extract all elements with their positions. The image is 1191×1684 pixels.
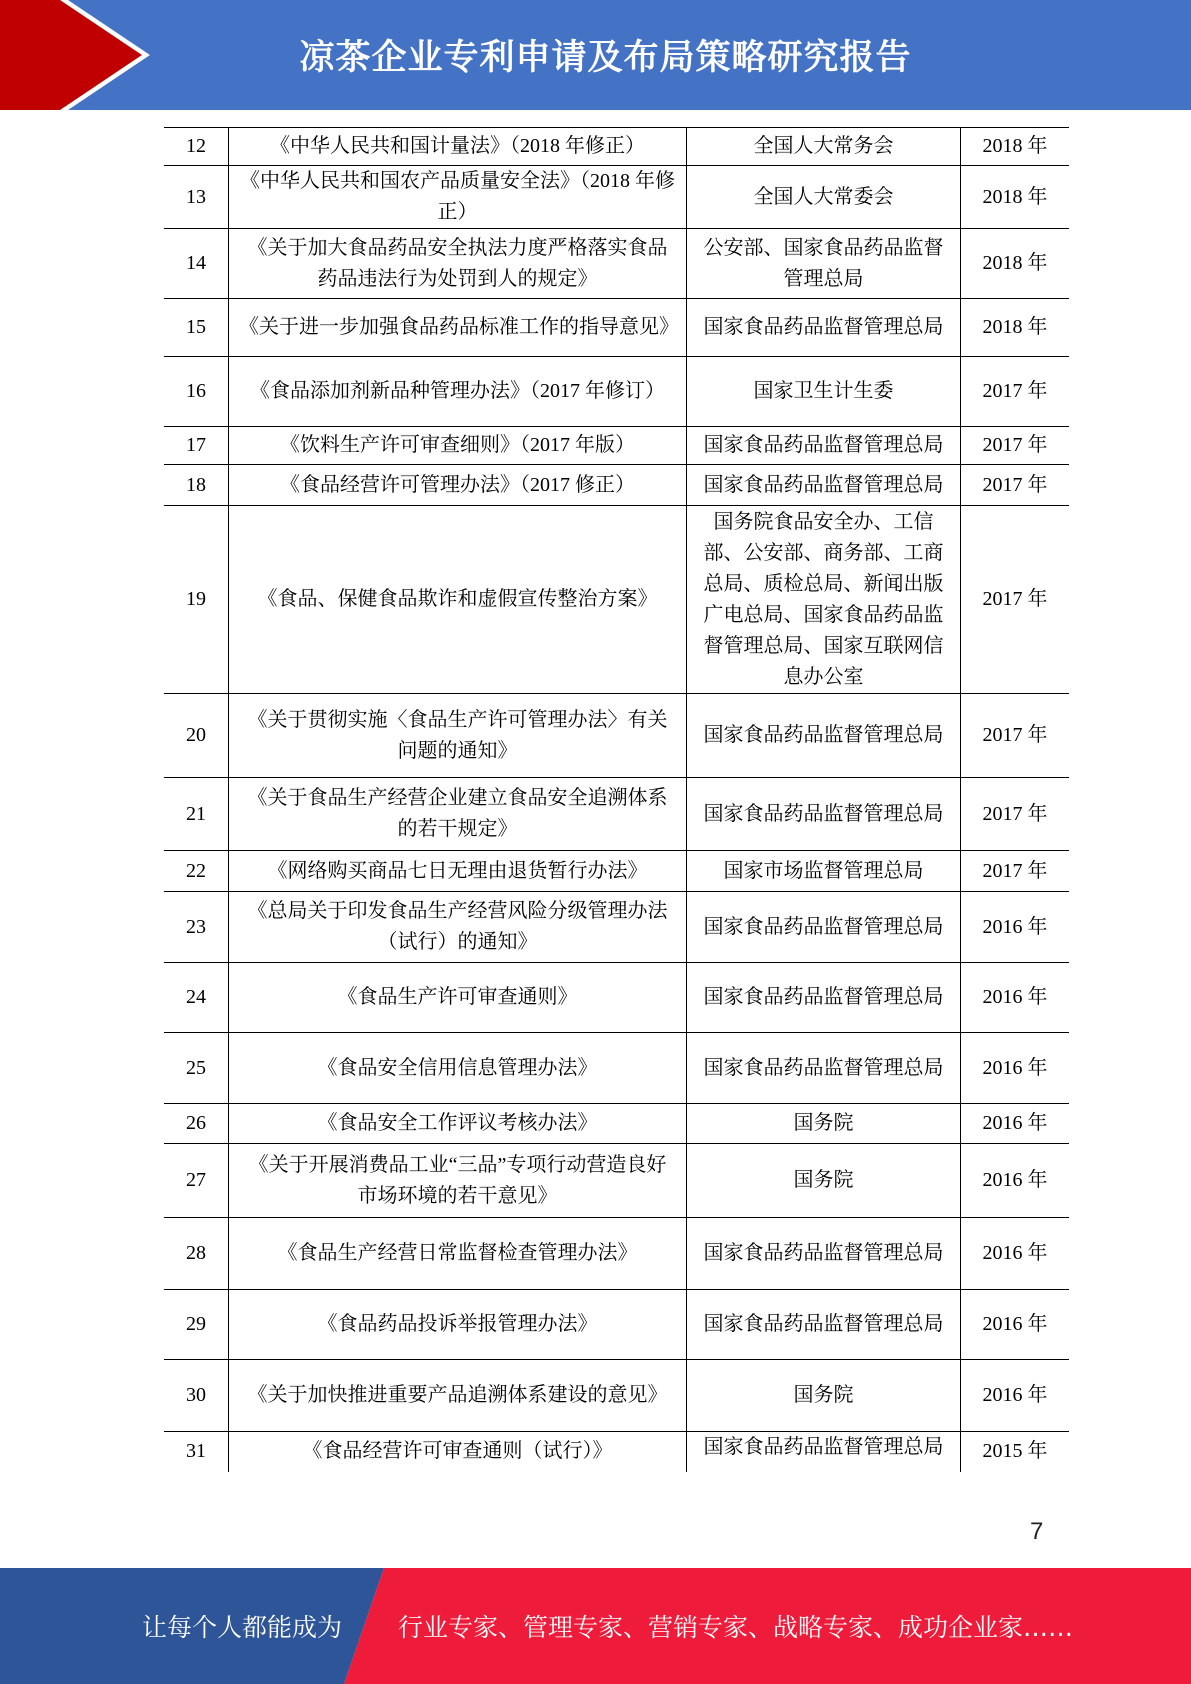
row-number-text: 24 xyxy=(186,986,206,1008)
issue-year xyxy=(961,851,1070,892)
table-row xyxy=(164,166,1069,229)
issuing-agency-text: 全国人大常务会 xyxy=(753,135,894,157)
row-number-text: 18 xyxy=(186,473,206,496)
issue-year-text: 2016 年 xyxy=(982,1056,1048,1079)
issuing-agency-text: 国家食品药品监督管理总局 xyxy=(703,724,944,746)
row-number-text: 25 xyxy=(186,1056,206,1079)
table-row xyxy=(164,506,1069,694)
row-number-text: 15 xyxy=(186,316,206,338)
issue-year xyxy=(961,694,1070,778)
issuing-agency-text: 国家食品药品监督管理总局 xyxy=(703,434,944,456)
issuing-agency-text: 国家食品药品监督管理总局 xyxy=(703,1313,944,1335)
issue-year-text: 2016 年 xyxy=(982,1112,1048,1134)
issue-year xyxy=(961,1033,1070,1104)
row-number-text: 29 xyxy=(186,1313,206,1335)
regulation-name xyxy=(229,465,687,506)
issue-year-text: 2016 年 xyxy=(982,1313,1048,1335)
issue-year xyxy=(961,1104,1070,1144)
row-number-text: 28 xyxy=(186,1242,206,1264)
regulation-name xyxy=(229,694,687,778)
issuing-agency xyxy=(687,506,961,694)
regulation-name-text: 《关于加大食品药品安全执法力度严格落实食品药品违法行为处罚到人的规定》 xyxy=(247,236,668,290)
footer-slogan-left: 让每个人都能成为 xyxy=(142,1613,343,1642)
issue-year-text: 2015 年 xyxy=(982,1440,1048,1463)
row-number xyxy=(164,357,229,427)
row-number-text: 19 xyxy=(186,588,206,610)
table-row xyxy=(164,1144,1069,1218)
row-number-text: 12 xyxy=(186,135,206,157)
regulation-name xyxy=(229,427,687,465)
regulation-name xyxy=(229,1104,687,1144)
row-number xyxy=(164,166,229,229)
regulation-name-text: 《食品药品投诉举报管理办法》 xyxy=(317,1313,598,1335)
table-row xyxy=(164,1360,1069,1432)
row-number xyxy=(164,694,229,778)
table-row xyxy=(164,1104,1069,1144)
regulation-name xyxy=(229,1144,687,1218)
issuing-agency xyxy=(687,1290,961,1360)
issue-year-text: 2016 年 xyxy=(982,986,1048,1008)
issuing-agency-text: 国务院 xyxy=(793,1112,854,1134)
issuing-agency-text: 国务院食品安全办、工信部、公安部、商务部、工商总局、质检总局、新闻出版广电总局、国家食品药品监督管理总局、国家互联网信息办公室 xyxy=(703,510,944,688)
row-number xyxy=(164,465,229,506)
issuing-agency xyxy=(687,128,961,166)
header-title: 凉茶企业专利申请及布局策略研究报告 xyxy=(299,38,912,78)
issue-year-text: 2018 年 xyxy=(982,185,1048,208)
issuing-agency-text: 公安部、国家食品药品监督管理总局 xyxy=(703,236,944,290)
regulation-name xyxy=(229,1218,687,1290)
table-row xyxy=(164,229,1069,299)
regulation-name-text: 《关于食品生产经营企业建立食品安全追溯体系的若干规定》 xyxy=(247,787,668,840)
regulation-name xyxy=(229,1360,687,1432)
issuing-agency xyxy=(687,299,961,357)
regulation-name xyxy=(229,166,687,229)
row-number xyxy=(164,1104,229,1144)
issuing-agency xyxy=(687,427,961,465)
issuing-agency xyxy=(687,166,961,229)
row-number-text: 17 xyxy=(186,434,206,456)
issuing-agency xyxy=(687,357,961,427)
table-row xyxy=(164,357,1069,427)
issue-year-text: 2017 年 xyxy=(982,588,1048,610)
page-number: 7 xyxy=(1030,1518,1044,1545)
issuing-agency xyxy=(687,465,961,506)
regulation-name-text: 《食品添加剂新品种管理办法》（2017 年修订） xyxy=(250,380,665,402)
issuing-agency-text: 国务院 xyxy=(793,1169,854,1191)
row-number-text: 23 xyxy=(186,915,206,938)
issuing-agency xyxy=(687,694,961,778)
page-footer xyxy=(0,1568,1191,1684)
table-row xyxy=(164,851,1069,892)
issue-year-text: 2016 年 xyxy=(982,1169,1048,1191)
issuing-agency xyxy=(687,1432,961,1472)
issue-year xyxy=(961,506,1070,694)
regulation-name-text: 《食品生产经营日常监督检查管理办法》 xyxy=(277,1242,638,1264)
table-row xyxy=(164,427,1069,465)
regulation-name-text: 《关于贯彻实施〈食品生产许可管理办法〉有关问题的通知》 xyxy=(247,708,668,762)
row-number xyxy=(164,851,229,892)
row-number xyxy=(164,892,229,963)
issuing-agency xyxy=(687,778,961,851)
regulation-name xyxy=(229,299,687,357)
regulation-name-text: 《总局关于印发食品生产经营风险分级管理办法（试行）的通知》 xyxy=(247,900,668,953)
row-number xyxy=(164,427,229,465)
issuing-agency xyxy=(687,1104,961,1144)
issuing-agency-text: 国家食品药品监督管理总局 xyxy=(703,802,944,825)
table-row xyxy=(164,465,1069,506)
row-number-text: 20 xyxy=(186,724,206,746)
regulation-name xyxy=(229,851,687,892)
row-number xyxy=(164,299,229,357)
regulation-name-text: 《食品安全工作评议考核办法》 xyxy=(317,1112,598,1134)
page-header xyxy=(0,0,1191,110)
issue-year xyxy=(961,166,1070,229)
issue-year xyxy=(961,963,1070,1033)
row-number-text: 21 xyxy=(186,802,206,825)
table-row xyxy=(164,892,1069,963)
regulation-name xyxy=(229,506,687,694)
regulation-name xyxy=(229,1432,687,1472)
issue-year xyxy=(961,1144,1070,1218)
issuing-agency xyxy=(687,851,961,892)
issue-year-text: 2017 年 xyxy=(982,724,1048,746)
regulation-name xyxy=(229,892,687,963)
issue-year xyxy=(961,357,1070,427)
issuing-agency-text: 国家食品药品监督管理总局 xyxy=(703,1242,944,1264)
issue-year-text: 2017 年 xyxy=(982,802,1048,825)
issuing-agency-text: 国家市场监督管理总局 xyxy=(723,859,924,882)
issue-year xyxy=(961,778,1070,851)
issue-year-text: 2017 年 xyxy=(982,380,1048,402)
row-number-text: 27 xyxy=(186,1169,206,1191)
table-row xyxy=(164,128,1069,166)
issuing-agency-text: 国家食品药品监督管理总局 xyxy=(703,473,944,496)
issuing-agency xyxy=(687,1144,961,1218)
row-number xyxy=(164,1432,229,1472)
regulation-name-text: 《中华人民共和国农产品质量安全法》（2018 年修正） xyxy=(240,170,675,223)
issue-year xyxy=(961,1360,1070,1432)
issuing-agency-text: 国家食品药品监督管理总局 xyxy=(703,1056,944,1079)
issue-year-text: 2018 年 xyxy=(982,316,1048,338)
row-number xyxy=(164,1218,229,1290)
regulation-name-text: 《网络购买商品七日无理由退货暂行办法》 xyxy=(267,859,648,882)
regulation-name-text: 《关于开展消费品工业“三品”专项行动营造良好市场环境的若干意见》 xyxy=(248,1153,667,1207)
table-row xyxy=(164,1432,1069,1472)
regulation-name-text: 《关于加快推进重要产品追溯体系建设的意见》 xyxy=(247,1384,668,1406)
row-number-text: 22 xyxy=(186,859,206,882)
issue-year-text: 2018 年 xyxy=(982,252,1048,274)
row-number-text: 31 xyxy=(186,1440,206,1463)
regulation-name xyxy=(229,229,687,299)
issue-year xyxy=(961,427,1070,465)
row-number xyxy=(164,963,229,1033)
regulation-name-text: 《食品生产许可审查通则》 xyxy=(337,986,578,1008)
issue-year xyxy=(961,892,1070,963)
issue-year xyxy=(961,1290,1070,1360)
footer-slogan-right: 行业专家、管理专家、营销专家、战略专家、成功企业家…… xyxy=(398,1613,1074,1642)
issue-year-text: 2018 年 xyxy=(982,135,1048,157)
row-number-text: 16 xyxy=(186,380,206,402)
issuing-agency xyxy=(687,1360,961,1432)
row-number xyxy=(164,1144,229,1218)
issue-year xyxy=(961,229,1070,299)
regulation-name-text: 《中华人民共和国计量法》（2018 年修正） xyxy=(270,135,645,157)
table-row xyxy=(164,1218,1069,1290)
issuing-agency-text: 国家食品药品监督管理总局 xyxy=(703,986,944,1008)
issuing-agency xyxy=(687,229,961,299)
regulation-name-text: 《食品安全信用信息管理办法》 xyxy=(317,1056,598,1079)
table-row xyxy=(164,778,1069,851)
regulation-name-text: 《食品、保健食品欺诈和虚假宣传整治方案》 xyxy=(257,588,658,610)
row-number xyxy=(164,1033,229,1104)
issue-year xyxy=(961,465,1070,506)
issue-year xyxy=(961,128,1070,166)
issuing-agency xyxy=(687,892,961,963)
regulation-name xyxy=(229,128,687,166)
row-number xyxy=(164,1290,229,1360)
issuing-agency xyxy=(687,1218,961,1290)
regulation-name-text: 《饮料生产许可审查细则》（2017 年版） xyxy=(280,434,635,456)
table-row xyxy=(164,694,1069,778)
issue-year-text: 2016 年 xyxy=(982,1242,1048,1264)
row-number xyxy=(164,229,229,299)
issue-year xyxy=(961,1432,1070,1472)
table-row xyxy=(164,1290,1069,1360)
row-number xyxy=(164,506,229,694)
issuing-agency-text: 国家卫生计生委 xyxy=(753,380,894,402)
regulation-name xyxy=(229,357,687,427)
row-number xyxy=(164,778,229,851)
row-number-text: 13 xyxy=(186,185,206,208)
regulations-table xyxy=(164,127,1048,1467)
issuing-agency-text: 国务院 xyxy=(793,1384,854,1406)
regulations-table-grid xyxy=(164,127,1069,1472)
row-number-text: 26 xyxy=(186,1112,206,1134)
regulation-name xyxy=(229,1290,687,1360)
issuing-agency-text: 全国人大常委会 xyxy=(753,185,894,208)
issuing-agency xyxy=(687,963,961,1033)
regulation-name-text: 《食品经营许可审查通则（试行）》 xyxy=(302,1440,613,1463)
table-row xyxy=(164,963,1069,1033)
regulation-name-text: 《关于进一步加强食品药品标准工作的指导意见》 xyxy=(239,316,679,338)
issue-year-text: 2017 年 xyxy=(982,859,1048,882)
issuing-agency xyxy=(687,1033,961,1104)
issuing-agency-text: 国家食品药品监督管理总局 xyxy=(703,915,944,938)
row-number-text: 14 xyxy=(186,252,206,274)
issue-year-text: 2016 年 xyxy=(982,915,1048,938)
issuing-agency-text: 国家食品药品监督管理总局 xyxy=(703,1436,944,1458)
regulation-name xyxy=(229,1033,687,1104)
table-row xyxy=(164,1033,1069,1104)
row-number-text: 30 xyxy=(186,1384,206,1406)
row-number xyxy=(164,128,229,166)
row-number xyxy=(164,1360,229,1432)
regulation-name-text: 《食品经营许可管理办法》（2017 修正） xyxy=(280,473,635,496)
issue-year-text: 2016 年 xyxy=(982,1384,1048,1406)
issue-year xyxy=(961,299,1070,357)
chevron-arrow-icon xyxy=(0,0,160,110)
issue-year-text: 2017 年 xyxy=(982,473,1048,496)
issue-year xyxy=(961,1218,1070,1290)
issuing-agency-text: 国家食品药品监督管理总局 xyxy=(703,316,944,338)
regulation-name xyxy=(229,963,687,1033)
table-row xyxy=(164,299,1069,357)
regulation-name xyxy=(229,778,687,851)
issue-year-text: 2017 年 xyxy=(982,434,1048,456)
